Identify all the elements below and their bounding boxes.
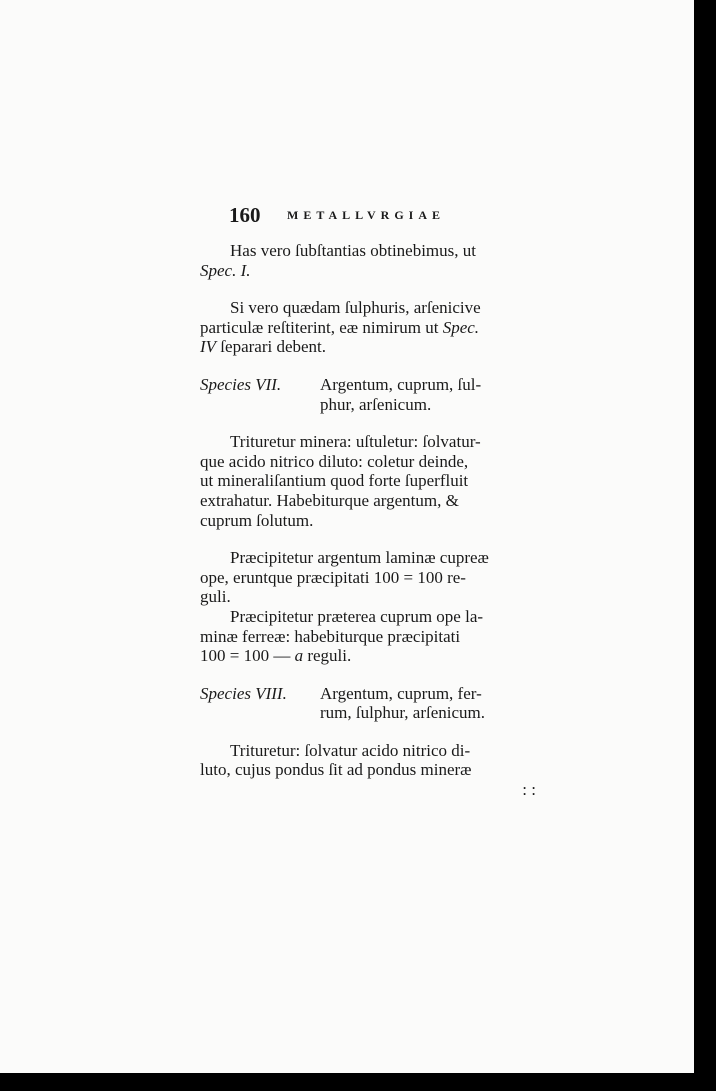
species-minerals: Argentum, cuprum, fer-: [320, 683, 482, 703]
page-number: 160: [229, 203, 261, 227]
variable-a: a: [294, 646, 304, 666]
paragraph-2: [200, 298, 540, 357]
species-7-heading: [200, 375, 540, 414]
text-segment: particulæ reſtiterint, eæ nimirum ut: [200, 317, 439, 337]
paragraph-4: [200, 548, 540, 607]
species-8-heading: [200, 684, 540, 723]
text-line: ope, eruntque præcipitati 100 = 100 re-: [200, 567, 466, 587]
species-label: Species VII.: [200, 374, 282, 394]
paragraph-5: [200, 607, 540, 666]
catchword: : :: [522, 780, 536, 800]
species-label: Species VIII.: [200, 683, 287, 703]
text-line: extrahatur. Habebiturque argentum, &: [200, 490, 459, 510]
species-minerals: phur, arſenicum.: [320, 394, 432, 414]
text-line: [200, 261, 540, 281]
species-reference: Spec. I.: [200, 260, 251, 280]
text-segment: ſeparari debent.: [216, 337, 327, 357]
species-minerals: rum, ſulphur, arſenicum.: [320, 703, 486, 723]
text-line: minæ ferreæ: habebiturque præcipitati: [200, 626, 461, 646]
text-line: que acido nitrico diluto: coletur deinde,: [200, 451, 469, 471]
text-line: Has vero ſubſtantias obtinebimus, ut: [230, 241, 476, 260]
text-line: [200, 337, 540, 357]
text-line: Trituretur: ſolvatur acido nitrico di-: [230, 740, 471, 760]
main-text: [200, 241, 540, 800]
paragraph-3: [200, 432, 540, 530]
text-line: Præcipitetur argentum laminæ cupreæ: [230, 548, 489, 568]
species-minerals: Argentum, cuprum, ſul-: [320, 374, 482, 394]
text-line: Si vero quædam ſulphuris, arſenicive: [230, 298, 481, 318]
page-header: [229, 203, 529, 229]
paragraph-1: [200, 241, 540, 280]
text-line: [200, 646, 540, 666]
text-line: [200, 318, 540, 338]
text-segment: 100 = 100 —: [200, 646, 295, 666]
running-title: METALLVRGIAE: [287, 208, 446, 222]
text-line: cuprum ſolutum.: [200, 510, 314, 530]
paragraph-6: [200, 741, 540, 780]
text-segment: reguli.: [303, 646, 352, 666]
species-reference: Spec.: [442, 317, 480, 337]
text-line: Præcipitetur præterea cuprum ope la-: [230, 606, 484, 626]
text-line: guli.: [200, 587, 231, 607]
text-line: ut mineraliſantium quod forte ſuperfluit: [200, 471, 469, 491]
species-reference: IV: [200, 337, 217, 357]
text-line: luto, cujus pondus ſit ad pondus mineræ: [200, 760, 472, 780]
text-line: Trituretur minera: uſtuletur: ſolvatur-: [230, 432, 481, 452]
